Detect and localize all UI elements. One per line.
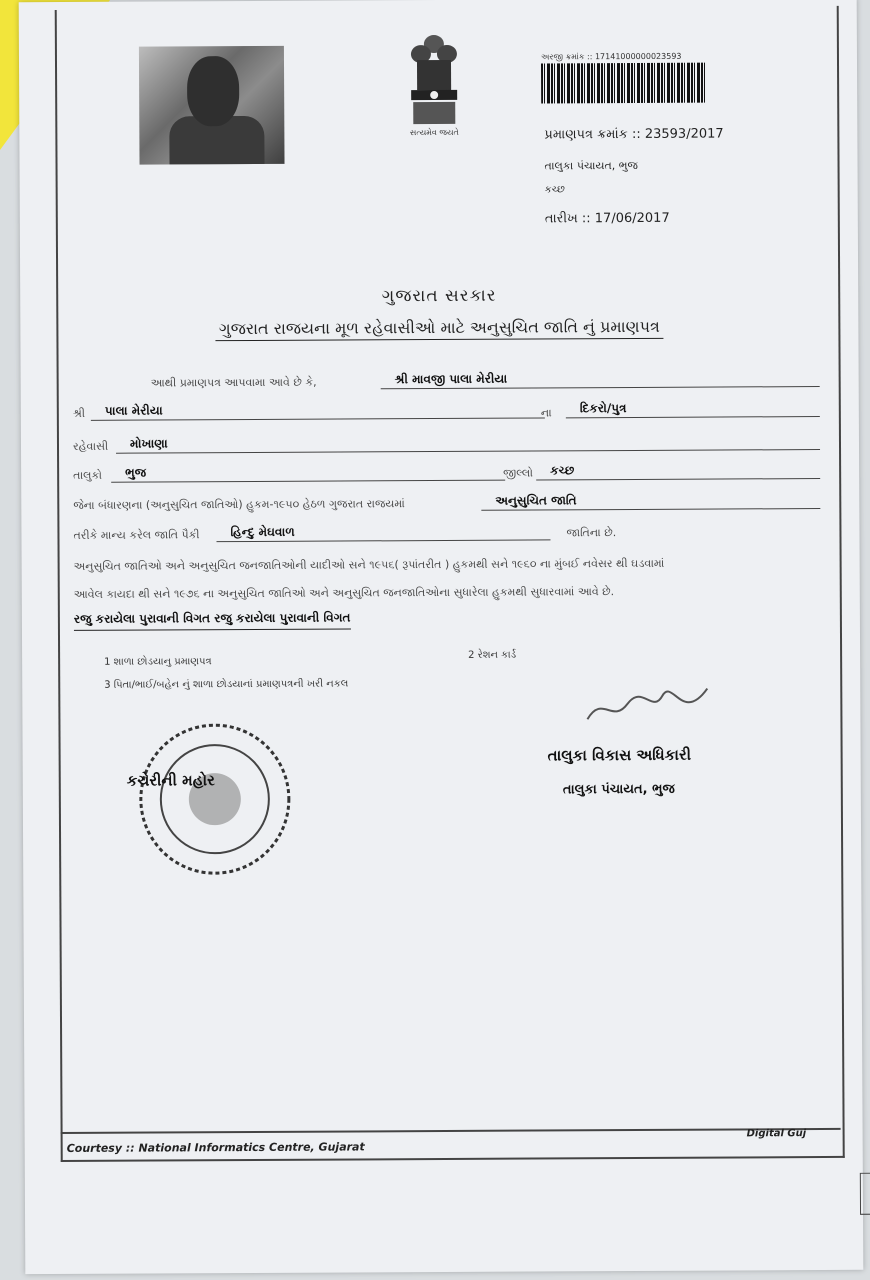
recognized-label: તરીકે માન્ય કરેલ જાતિ પૈકી — [73, 528, 200, 542]
corner-box — [860, 1173, 870, 1215]
caste-suffix: જાતિના છે. — [566, 526, 617, 540]
relation-value: દિકરો/પુત્ર — [566, 400, 820, 418]
father-name: પાલા મેરીયા — [91, 401, 545, 420]
issuing-office: તાલુકા પંચાયત, ભુજ — [544, 158, 638, 173]
certificate-number: પ્રમાણપત્ર ક્રમાંક :: 23593/2017 — [544, 126, 724, 143]
shri-label: શ્રી — [72, 406, 85, 420]
national-emblem-icon — [403, 30, 466, 140]
proof-item-2: 2 રેશન કાર્ડ — [468, 649, 517, 661]
category-value: અનુસુચિત જાતિ — [481, 492, 820, 511]
footer-digital-gujarat: Digital Guj — [746, 1128, 807, 1140]
proofs-title: રજુ કરાયેલા પુરાવાની વિગત રજુ કરાયેલા પુરાવાની વિગત — [74, 610, 351, 630]
intro-label: આથી પ્રમાણપત્ર આપવામા આવે છે કે, — [150, 375, 317, 390]
footer-courtesy: Courtesy :: National Informatics Centre, Gujarat — [66, 1140, 365, 1155]
district-label: જીલ્લો — [503, 466, 534, 480]
application-number: અરજી ક્રમાંક :: 17141000000023593 — [540, 51, 682, 62]
signature-icon — [582, 684, 712, 735]
office-seal-icon — [134, 719, 295, 880]
resident-label: રહેવાસી — [72, 439, 109, 453]
proof-item-3: 3 પિતા/ભાઈ/બહેન નું શાળા છોડયાનાં પ્રમાણપત્રની ખરી નકલ — [104, 678, 349, 691]
applicant-photo — [139, 46, 285, 165]
proof-item-1: 1 શાળા છોડયાનુ પ્રમાણપત્ર — [104, 656, 212, 668]
officer-office: તાલુકા પંચાયત, ભુજ — [562, 781, 675, 798]
applicant-name: શ્રી માવજી પાલા મેરીયા — [381, 370, 820, 389]
barcode — [541, 63, 706, 104]
na-label: ના — [540, 406, 552, 420]
government-title: ગુજરાત સરકાર — [381, 285, 497, 307]
caste-value: હિન્દુ મેઘવાળ — [216, 523, 550, 542]
legal-text-line-1: અનુસુચિત જાતિઓ અને અનુસુચિત જનજાતિઓની યાદીઓ સને ૧૯૫૬( રૂપાંતરીત ) હુકમથી સને ૧૯૬૦ ના મુંબઈ નવેસર થી ઘડવામાં — [73, 556, 665, 573]
order-label: જેના બંધારણના (અનુસુચિત જાતિઓ) હુકમ-૧૯૫૦ હેઠળ ગુજરાત રાજયમાં — [73, 497, 405, 512]
certificate-title: ગુજરાત રાજયના મૂળ રહેવાસીઓ માટે અનુસુચિત જાતિ નું પ્રમાણપત્ર — [215, 317, 664, 341]
issue-date: તારીખ :: 17/06/2017 — [544, 210, 670, 227]
emblem-motto: સત્યમેવ જયતે — [409, 127, 459, 138]
taluka-label: તાલુકો — [73, 468, 103, 482]
seal-label: કચેરીની મહોર — [126, 771, 215, 790]
certificate-page — [19, 0, 864, 1274]
legal-text-line-2: આવેલ કાયદા થી સને ૧૯૭૬ ના અનુસુચિત જાતિઓ અને અનુસુચિત જનજાતિઓના સુધારેલા હુકમથી સુધારવામાં આવે છે. — [73, 585, 615, 601]
issuing-district: કચ્છ — [544, 184, 565, 196]
village-value: મોખાણા — [116, 433, 820, 454]
officer-designation: તાલુકા વિકાસ અધિકારી — [547, 745, 692, 765]
taluka-value: ભુજ — [111, 464, 505, 483]
district-value: કચ્છ — [536, 462, 820, 480]
